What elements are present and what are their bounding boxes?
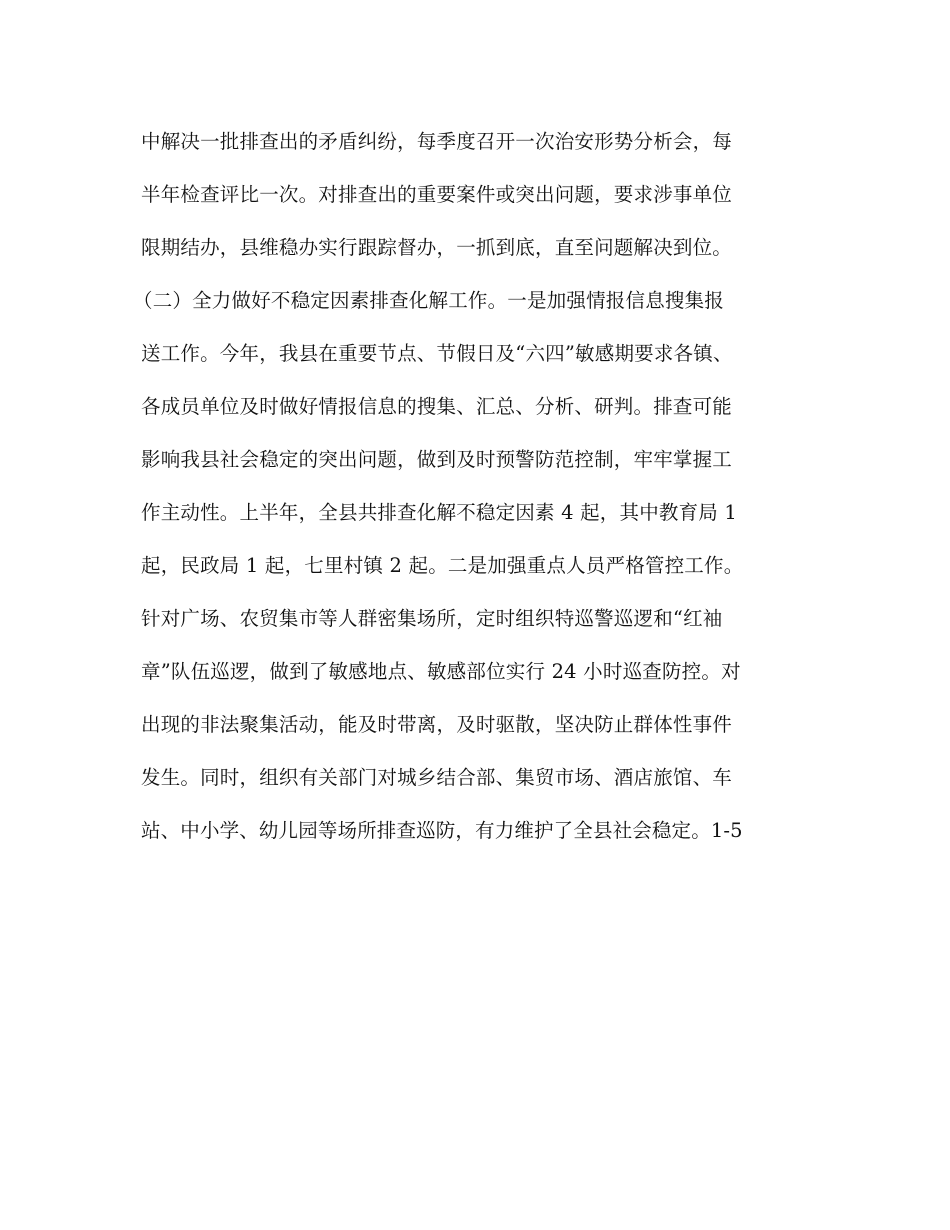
text-line-11: 章”队伍巡逻，做到了敏感地点、敏感部位实行 24 小时巡查防控。对: [141, 660, 741, 683]
text-line-8: 作主动性。上半年，全县共排查化解不稳定因素 4 起，其中教育局 1: [141, 501, 738, 524]
text-line-9: 起，民政局 1 起，七里村镇 2 起。二是加强重点人员严格管控工作。: [141, 554, 744, 577]
section-heading-line: （二）全力做好不稳定因素排查化解工作。一是加强情报信息搜集报: [133, 289, 725, 312]
text-line-12: 出现的非法聚集活动，能及时带离，及时驱散，坚决防止群体性事件: [141, 713, 733, 736]
text-line-7: 影响我县社会稳定的突出问题，做到及时预警防范控制，牢牢掌握工: [141, 448, 733, 471]
text-line-14: 站、中小学、幼儿园等场所排查巡防，有力维护了全县社会稳定。1-5: [141, 819, 743, 842]
body-text: [133, 124, 821, 866]
text-line-5: 送工作。今年，我县在重要节点、节假日及“六四”敏感期要求各镇、: [141, 342, 733, 365]
text-line-13: 发生。同时，组织有关部门对城乡结合部、集贸市场、酒店旅馆、车: [141, 766, 733, 789]
text-line-6: 各成员单位及时做好情报信息的搜集、汇总、分析、研判。排查可能: [141, 395, 733, 418]
text-line-10: 针对广场、农贸集市等人群密集场所，定时组织特巡警巡逻和“红袖: [141, 607, 723, 630]
text-line-3: 限期结办，县维稳办实行跟踪督办，一抓到底，直至问题解决到位。: [141, 236, 733, 259]
text-line-2: 半年检查评比一次。对排查出的重要案件或突出问题，要求涉事单位: [141, 183, 733, 206]
text-line-1: 中解决一批排查出的矛盾纠纷，每季度召开一次治安形势分析会，每: [141, 130, 733, 153]
